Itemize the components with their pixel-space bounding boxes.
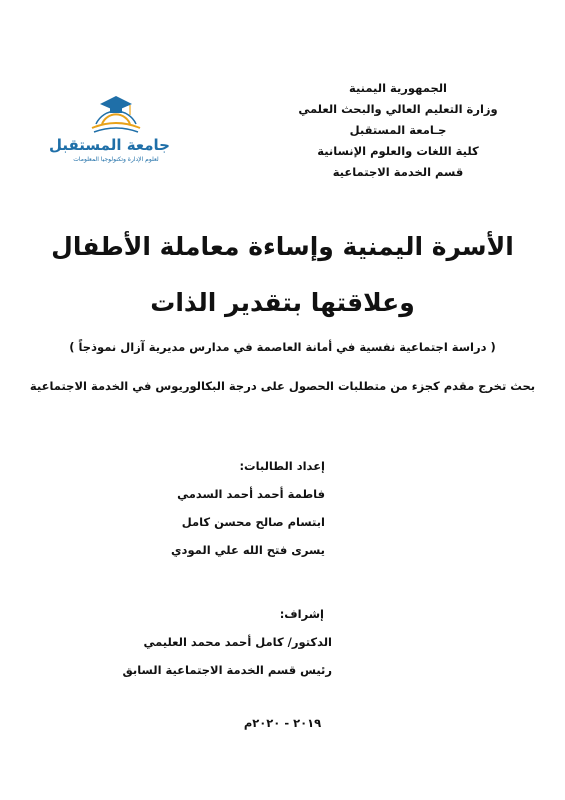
academic-year: ٢٠١٩ - ٢٠٢٠م [243,716,322,730]
header-line-university: جـامعة المستقبل [349,123,447,137]
logo-subtitle: لعلوم الإدارة وتكنولوجيا المعلومات [73,156,159,163]
thesis-title-line-2: وعلاقتها بتقدير الذات [150,288,415,317]
header-line-ministry: وزارة التعليم العالي والبحث العلمي [298,102,498,116]
prepared-by-label: إعداد الطالبات: [239,459,325,473]
header-line-country: الجمهورية اليمنية [348,81,447,95]
logo-name: جامعة المستقبل [48,136,170,154]
institution-header [283,78,513,183]
header-line-department: قسم الخدمة الاجتماعية [332,165,464,179]
student-name: فاطمة أحمد أحمد السدمي [177,487,325,501]
supervision-section [92,600,332,684]
supervisor-role: رئيس قسم الخدمة الاجتماعية السابق [122,663,332,677]
research-note: بحث تخرج مقدم كجزء من متطلبات الحصول على درجة البكالوريوس في الخدمة الاجتماعية [29,379,536,393]
logo-emblem-icon [62,84,170,136]
supervisor-name: الدكتور/ كامل أحمد محمد العليمي [143,635,332,649]
student-name: ابتسام صالح محسن كامل [181,515,325,529]
prepared-by-section [125,452,325,564]
header-line-faculty: كلية اللغات والعلوم الإنسانية [317,144,479,158]
thesis-title-line-1: الأسرة اليمنية وإساءة معاملة الأطفال [51,232,514,261]
supervision-label: إشراف: [279,607,324,621]
university-logo [48,84,170,174]
student-name: يسرى فتح الله علي المودي [171,543,325,557]
study-subtitle: ( دراسة اجتماعية نفسية في أمانة العاصمة في مدارس مديرية آزال نموذجاً ) [69,340,496,354]
